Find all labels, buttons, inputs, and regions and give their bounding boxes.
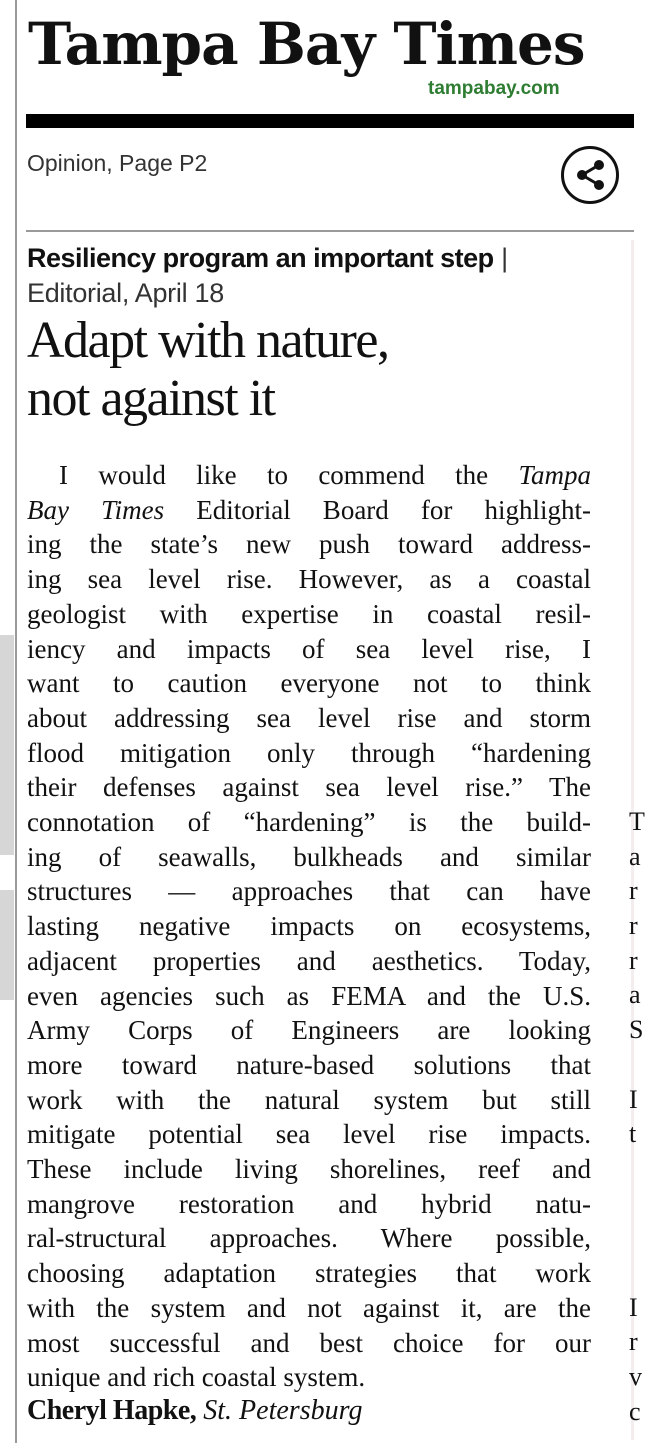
adjacent-glyph: r — [629, 1327, 638, 1357]
letter-line: geologist with expertise in coastal resil- — [27, 598, 591, 629]
share-icon — [572, 157, 608, 193]
article-kicker — [27, 241, 527, 311]
letter-line: even agencies such as FEMA and the U.S. — [27, 980, 591, 1011]
kicker-meta: Editorial, April 18 — [27, 278, 224, 308]
letter-body — [27, 458, 591, 1395]
letter-line: structures — approaches that can have — [27, 876, 591, 907]
masthead-divider — [26, 114, 634, 128]
letter-line: iency and impacts of sea level rise, I — [27, 633, 591, 664]
letter-line: Army Corps of Engineers are looking — [27, 1015, 591, 1046]
headline-line: Adapt with nature, — [27, 312, 389, 369]
adjacent-glyph: t — [629, 1119, 637, 1149]
letter-line: These include living shorelines, reef and — [27, 1154, 591, 1185]
letter-line: connotation of “hardening” is the build- — [27, 807, 591, 838]
letter-line: mitigate potential sea level rise impacts. — [27, 1119, 591, 1150]
letter-line: most successful and best choice for our — [27, 1327, 591, 1358]
section-page-label: Opinion, Page P2 — [27, 150, 208, 176]
adjacent-glyph: c — [629, 1396, 641, 1426]
left-column-rule — [15, 0, 17, 1443]
letter-line: lasting negative impacts on ecosystems, — [27, 911, 591, 942]
adjacent-glyph: v — [629, 1362, 642, 1391]
publication-name: Tampa — [518, 460, 591, 490]
letter-line: mangrove restoration and hybrid natu- — [27, 1188, 591, 1219]
adjacent-glyph: I — [629, 1084, 638, 1114]
letter-line: work with the natural system but still — [27, 1084, 591, 1115]
adjacent-page-shadow — [0, 635, 14, 855]
author-location: St. Petersburg — [203, 1395, 363, 1426]
letter-line: ing the state’s new push toward address- — [27, 529, 591, 560]
adjacent-glyph — [629, 1152, 639, 1187]
adjacent-glyph: a — [629, 980, 641, 1010]
adjacent-glyph — [629, 1048, 639, 1083]
author-name: Cheryl Hapke, — [27, 1395, 197, 1426]
letter-line: Bay Times Editorial Board for highlight- — [27, 494, 591, 525]
letter-line: ral-structural approaches. Where possible, — [27, 1223, 591, 1254]
adjacent-glyph — [629, 1256, 639, 1291]
letter-line: flood mitigation only through “hardening — [27, 737, 591, 768]
adjacent-glyph: r — [629, 876, 638, 906]
share-button[interactable] — [561, 146, 619, 204]
letter-line: about addressing sea level rise and storm — [27, 702, 591, 733]
adjacent-glyph — [629, 1221, 639, 1256]
adjacent-glyph: r — [629, 911, 638, 941]
adjacent-glyph: T — [629, 807, 645, 836]
kicker-title: Resiliency program an important step — [27, 243, 494, 273]
kicker-separator: | — [493, 243, 509, 273]
adjacent-column-fragment — [629, 805, 645, 1429]
adjacent-glyph: r — [629, 945, 638, 975]
adjacent-glyph: a — [629, 841, 641, 871]
adjacent-glyph: I — [629, 1292, 638, 1322]
letter-line: more toward nature-based solutions that — [27, 1049, 591, 1080]
headline-line: not against it — [27, 370, 275, 427]
section-divider — [26, 230, 634, 232]
publication-name: Bay Times — [27, 494, 165, 525]
adjacent-glyph: S — [629, 1015, 644, 1045]
letter-line: I would like to commend the Tampa — [59, 460, 591, 490]
letter-line: with the system and not against it, are the — [27, 1292, 591, 1323]
adjacent-glyph — [629, 1187, 639, 1222]
masthead-logo[interactable]: Tampa Bay Times — [28, 10, 585, 78]
letter-line: unique and rich coastal system. — [27, 1362, 366, 1393]
letter-line: ing of seawalls, bulkheads and similar — [27, 841, 591, 872]
letter-line: want to caution everyone not to think — [27, 668, 591, 699]
letter-line: their defenses against sea level rise.” The — [27, 772, 591, 803]
adjacent-page-shadow — [0, 890, 14, 1000]
letter-line: adjacent properties and aesthetics. Today, — [27, 945, 591, 976]
letter-line: choosing adaptation strategies that work — [27, 1258, 591, 1289]
article-headline — [27, 312, 587, 428]
letter-line: ing sea level rise. However, as a coastal — [27, 564, 591, 595]
site-url-link[interactable]: tampabay.com — [428, 78, 560, 99]
letter-signature — [27, 1395, 362, 1427]
